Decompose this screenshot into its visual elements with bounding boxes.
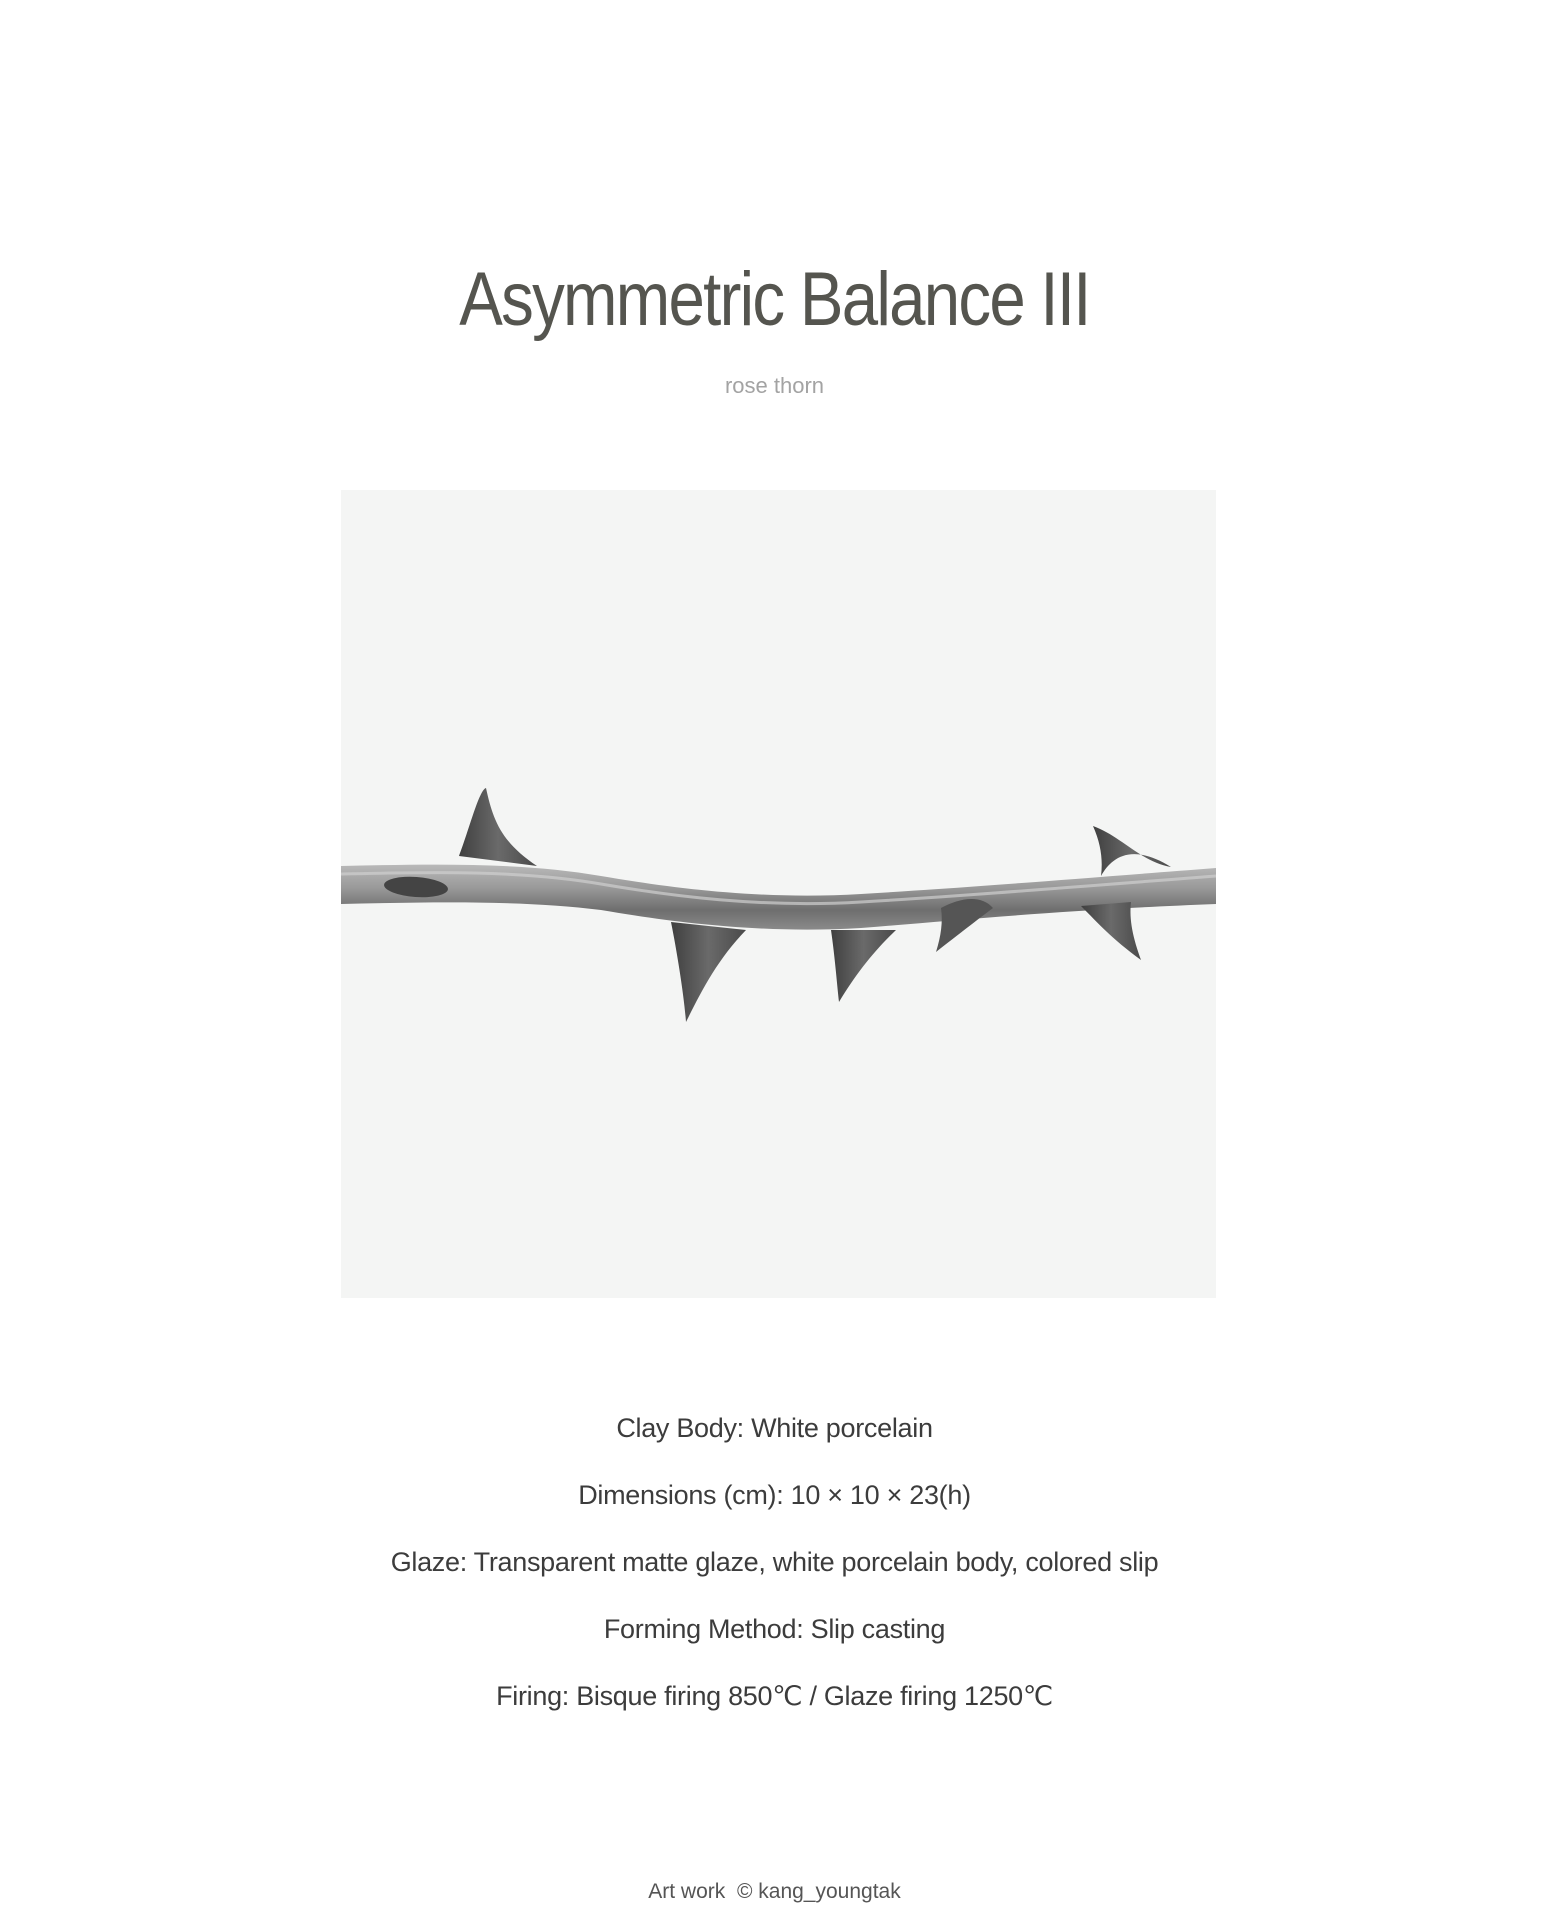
spec-dimensions: Dimensions (cm): 10 × 10 × 23(h) xyxy=(578,1480,971,1510)
stem-node-middle xyxy=(936,899,993,952)
thorn-bottom-2 xyxy=(831,930,896,1002)
spec-firing: Firing: Bisque firing 850℃ / Glaze firing 1250℃ xyxy=(496,1681,1053,1711)
spec-clay-body: Clay Body: White porcelain xyxy=(616,1413,933,1443)
artwork-credit xyxy=(0,1878,1549,1906)
rose-stem-illustration xyxy=(341,490,1216,1298)
artwork-image xyxy=(341,490,1216,1298)
thorn-bottom-right xyxy=(1081,902,1141,960)
thorn-top-left xyxy=(459,788,537,866)
artwork-title: Asymmetric Balance III xyxy=(459,257,1090,342)
spec-glaze: Glaze: Transparent matte glaze, white porcelain body, colored slip xyxy=(390,1547,1159,1577)
credit-author: © kang_youngtak xyxy=(736,1880,901,1903)
spec-forming-method: Forming Method: Slip casting xyxy=(603,1614,946,1644)
thorn-bottom-1 xyxy=(671,922,746,1022)
artwork-subtitle: rose thorn xyxy=(724,373,825,398)
artwork-specs xyxy=(0,1410,1549,1745)
credit-label: Art work xyxy=(648,1880,726,1903)
thorn-top-right xyxy=(1093,826,1171,876)
